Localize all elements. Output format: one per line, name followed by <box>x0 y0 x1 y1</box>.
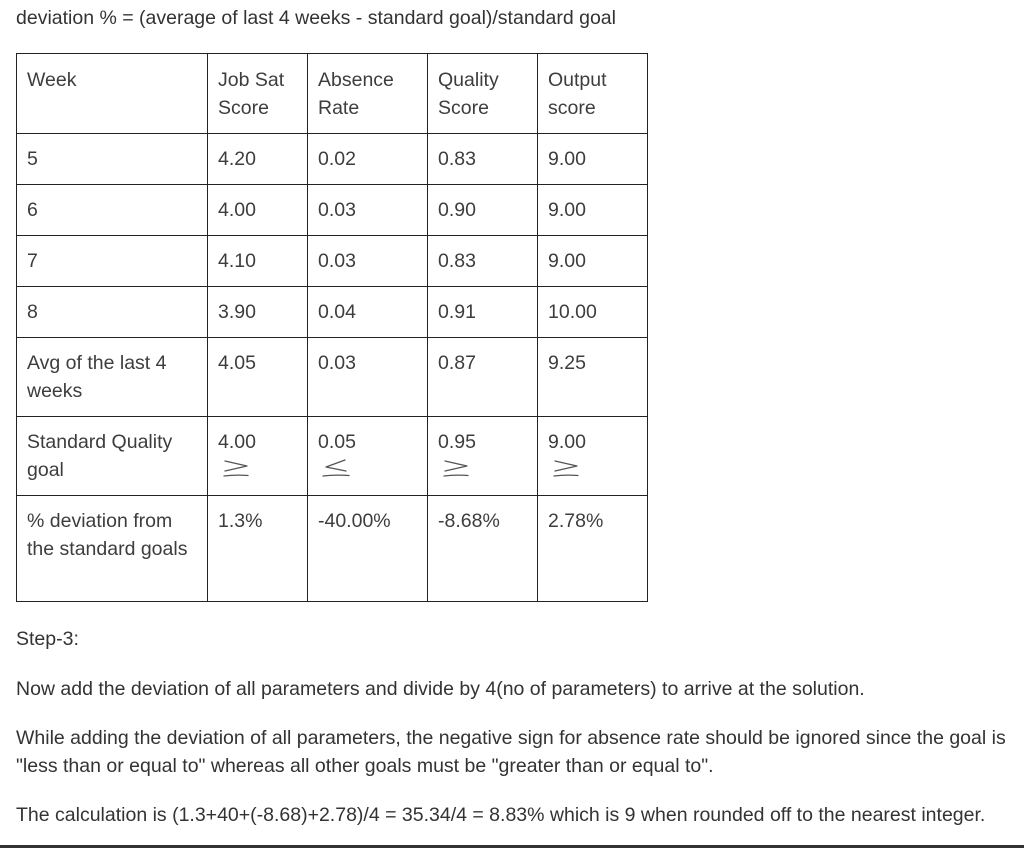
absence-cell: 0.04 <box>308 287 428 338</box>
absence-cell: 0.03 <box>308 185 428 236</box>
table-row <box>17 185 648 236</box>
paragraph: While adding the deviation of all parameters, the negative sign for absence rate should be ignored since the goal is "less than or equal to" whereas all other goals must be "greater than or equal to". <box>16 727 1006 777</box>
week-cell: 5 <box>17 134 208 185</box>
quality-cell: 0.90 <box>428 185 538 236</box>
average-label: Avg of the last 4 weeks <box>17 338 208 417</box>
output-cell: 2.78% <box>538 496 648 602</box>
job-sat-cell: 1.3% <box>208 496 308 602</box>
header-quality: Quality Score <box>428 54 538 134</box>
absence-cell: 0.03 <box>308 236 428 287</box>
table-header-row <box>17 54 648 134</box>
header-absence: Absence Rate <box>308 54 428 134</box>
absence-cell: 0.03 <box>308 338 428 417</box>
job-sat-cell: 4.20 <box>208 134 308 185</box>
week-cell: 8 <box>17 287 208 338</box>
week-cell: 7 <box>17 236 208 287</box>
week-cell: 6 <box>17 185 208 236</box>
table-row <box>17 134 648 185</box>
goal-label: Standard Quality goal <box>17 417 208 496</box>
quality-goal-value: 0.95 <box>438 431 476 453</box>
goal-row <box>17 417 648 496</box>
job-sat-goal-cell <box>208 417 308 496</box>
quality-cell: 0.91 <box>428 287 538 338</box>
absence-cell: 0.02 <box>308 134 428 185</box>
greater-or-equal-icon <box>438 457 472 479</box>
output-goal-cell <box>538 417 648 496</box>
output-cell: 9.00 <box>538 185 648 236</box>
formula-line: deviation % = (average of last 4 weeks - standard goal)/standard goal <box>16 7 616 29</box>
job-sat-cell: 4.05 <box>208 338 308 417</box>
output-cell: 9.00 <box>538 134 648 185</box>
greater-or-equal-icon <box>548 457 582 479</box>
job-sat-cell: 3.90 <box>208 287 308 338</box>
quality-cell: -8.68% <box>428 496 538 602</box>
deviation-label: % deviation from the standard goals <box>17 496 208 602</box>
header-week: Week <box>17 54 208 134</box>
job-sat-cell: 4.10 <box>208 236 308 287</box>
step-heading: Step-3: <box>16 628 79 650</box>
job-sat-cell: 4.00 <box>208 185 308 236</box>
output-cell: 9.00 <box>538 236 648 287</box>
output-cell: 10.00 <box>538 287 648 338</box>
quality-goal-cell <box>428 417 538 496</box>
quality-cell: 0.87 <box>428 338 538 417</box>
paragraph: The calculation is (1.3+40+(-8.68)+2.78)/4 = 35.34/4 = 8.83% which is 9 when rounded off to the nearest integer. <box>16 804 986 826</box>
table-row <box>17 287 648 338</box>
average-row <box>17 338 648 417</box>
absence-goal-cell <box>308 417 428 496</box>
output-cell: 9.25 <box>538 338 648 417</box>
quality-cell: 0.83 <box>428 134 538 185</box>
quality-cell: 0.83 <box>428 236 538 287</box>
job-sat-goal-value: 4.00 <box>218 431 256 453</box>
paragraph: Now add the deviation of all parameters and divide by 4(no of parameters) to arrive at the solution. <box>16 678 865 700</box>
table-row <box>17 236 648 287</box>
deviation-row <box>17 496 648 602</box>
output-goal-value: 9.00 <box>548 431 586 453</box>
header-output: Output score <box>538 54 648 134</box>
header-job-sat: Job Sat Score <box>208 54 308 134</box>
absence-cell: -40.00% <box>308 496 428 602</box>
absence-goal-value: 0.05 <box>318 431 356 453</box>
goals-table <box>16 53 648 602</box>
greater-or-equal-icon <box>218 457 252 479</box>
less-or-equal-icon <box>318 457 352 479</box>
